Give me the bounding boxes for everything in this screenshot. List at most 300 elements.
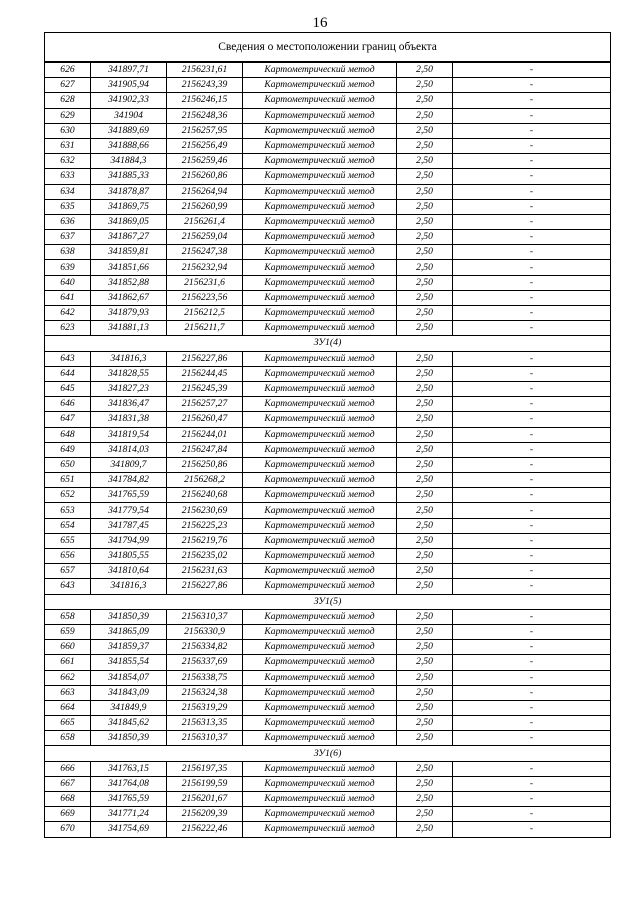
accuracy-cell: 2,50: [397, 169, 453, 184]
point-number-cell: 661: [45, 655, 91, 670]
note-cell: -: [453, 366, 611, 381]
coordinate-x-cell: 341854,07: [91, 670, 167, 685]
note-cell: -: [453, 716, 611, 731]
coordinate-x-cell: 341843,09: [91, 685, 167, 700]
note-cell: -: [453, 427, 611, 442]
accuracy-cell: 2,50: [397, 533, 453, 548]
coordinate-x-cell: 341827,23: [91, 381, 167, 396]
coordinate-x-cell: 341771,24: [91, 807, 167, 822]
note-cell: -: [453, 412, 611, 427]
table-row: [45, 761, 611, 776]
point-number-cell: 629: [45, 108, 91, 123]
coordinate-y-cell: 2156260,99: [167, 199, 243, 214]
note-cell: -: [453, 822, 611, 837]
accuracy-cell: 2,50: [397, 442, 453, 457]
table-row: [45, 807, 611, 822]
note-cell: -: [453, 685, 611, 700]
accuracy-cell: 2,50: [397, 154, 453, 169]
coordinate-x-cell: 341828,55: [91, 366, 167, 381]
table-row: [45, 457, 611, 472]
table-row: [45, 624, 611, 639]
coordinate-x-cell: 341764,08: [91, 776, 167, 791]
note-cell: -: [453, 564, 611, 579]
method-cell: Картометрический метод: [243, 214, 397, 229]
note-cell: -: [453, 214, 611, 229]
coordinate-x-cell: 341850,39: [91, 731, 167, 746]
method-cell: Картометрический метод: [243, 412, 397, 427]
method-cell: Картометрический метод: [243, 397, 397, 412]
accuracy-cell: 2,50: [397, 670, 453, 685]
coordinate-y-cell: 2156260,86: [167, 169, 243, 184]
method-cell: Картометрический метод: [243, 169, 397, 184]
note-cell: -: [453, 609, 611, 624]
table-row: [45, 731, 611, 746]
table-row: [45, 138, 611, 153]
point-number-cell: 637: [45, 230, 91, 245]
coordinate-x-cell: 341850,39: [91, 609, 167, 624]
table-row: [45, 366, 611, 381]
method-cell: Картометрический метод: [243, 138, 397, 153]
coordinate-y-cell: 2156337,69: [167, 655, 243, 670]
point-number-cell: 653: [45, 503, 91, 518]
point-number-cell: 670: [45, 822, 91, 837]
point-number-cell: 647: [45, 412, 91, 427]
note-cell: -: [453, 245, 611, 260]
coordinate-x-cell: 341884,3: [91, 154, 167, 169]
method-cell: Картометрический метод: [243, 533, 397, 548]
method-cell: Картометрический метод: [243, 260, 397, 275]
note-cell: -: [453, 655, 611, 670]
coordinate-x-cell: 341814,03: [91, 442, 167, 457]
coordinate-y-cell: 2156223,56: [167, 290, 243, 305]
coordinate-y-cell: 2156230,69: [167, 503, 243, 518]
coordinate-y-cell: 2156310,37: [167, 609, 243, 624]
method-cell: Картометрический метод: [243, 807, 397, 822]
accuracy-cell: 2,50: [397, 549, 453, 564]
coordinate-x-cell: 341765,59: [91, 792, 167, 807]
coordinate-x-cell: 341794,99: [91, 533, 167, 548]
accuracy-cell: 2,50: [397, 214, 453, 229]
note-cell: -: [453, 700, 611, 715]
point-number-cell: 632: [45, 154, 91, 169]
point-number-cell: 664: [45, 700, 91, 715]
method-cell: Картометрический метод: [243, 716, 397, 731]
method-cell: Картометрический метод: [243, 245, 397, 260]
coordinate-y-cell: 2156243,39: [167, 78, 243, 93]
method-cell: Картометрический метод: [243, 564, 397, 579]
note-cell: -: [453, 123, 611, 138]
coordinate-x-cell: 341765,59: [91, 488, 167, 503]
method-cell: Картометрический метод: [243, 184, 397, 199]
point-number-cell: 651: [45, 473, 91, 488]
method-cell: Картометрический метод: [243, 579, 397, 594]
coordinate-x-cell: 341869,05: [91, 214, 167, 229]
table-row: [45, 822, 611, 837]
method-cell: Картометрический метод: [243, 123, 397, 138]
accuracy-cell: 2,50: [397, 306, 453, 321]
table-row: [45, 260, 611, 275]
accuracy-cell: 2,50: [397, 138, 453, 153]
point-number-cell: 669: [45, 807, 91, 822]
table-row: [45, 108, 611, 123]
coordinate-y-cell: 2156268,2: [167, 473, 243, 488]
method-cell: Картометрический метод: [243, 549, 397, 564]
point-number-cell: 656: [45, 549, 91, 564]
coordinate-x-cell: 341879,93: [91, 306, 167, 321]
point-number-cell: 627: [45, 78, 91, 93]
accuracy-cell: 2,50: [397, 427, 453, 442]
accuracy-cell: 2,50: [397, 731, 453, 746]
coordinate-y-cell: 2156219,76: [167, 533, 243, 548]
coordinate-y-cell: 2156209,39: [167, 807, 243, 822]
method-cell: Картометрический метод: [243, 366, 397, 381]
note-cell: -: [453, 488, 611, 503]
coordinate-x-cell: 341869,75: [91, 199, 167, 214]
coordinate-y-cell: 2156257,95: [167, 123, 243, 138]
method-cell: Картометрический метод: [243, 792, 397, 807]
coordinate-x-cell: 341816,3: [91, 579, 167, 594]
table-row: [45, 518, 611, 533]
table-row: [45, 154, 611, 169]
note-cell: -: [453, 62, 611, 78]
coordinate-y-cell: 2156313,35: [167, 716, 243, 731]
method-cell: Картометрический метод: [243, 685, 397, 700]
table-row: [45, 397, 611, 412]
point-number-cell: 631: [45, 138, 91, 153]
note-cell: -: [453, 290, 611, 305]
point-number-cell: 657: [45, 564, 91, 579]
accuracy-cell: 2,50: [397, 108, 453, 123]
coordinate-y-cell: 2156231,63: [167, 564, 243, 579]
coordinate-x-cell: 341902,33: [91, 93, 167, 108]
coordinate-y-cell: 2156264,94: [167, 184, 243, 199]
table-row: [45, 290, 611, 305]
note-cell: -: [453, 549, 611, 564]
accuracy-cell: 2,50: [397, 321, 453, 336]
method-cell: Картометрический метод: [243, 609, 397, 624]
coordinate-y-cell: 2156324,38: [167, 685, 243, 700]
method-cell: Картометрический метод: [243, 93, 397, 108]
table-row: [45, 609, 611, 624]
accuracy-cell: 2,50: [397, 685, 453, 700]
note-cell: -: [453, 381, 611, 396]
note-cell: -: [453, 154, 611, 169]
note-cell: -: [453, 138, 611, 153]
coordinate-x-cell: 341849,9: [91, 700, 167, 715]
coordinate-y-cell: 2156246,15: [167, 93, 243, 108]
accuracy-cell: 2,50: [397, 62, 453, 78]
note-cell: -: [453, 503, 611, 518]
accuracy-cell: 2,50: [397, 640, 453, 655]
coordinate-y-cell: 2156227,86: [167, 351, 243, 366]
coordinate-y-cell: 2156199,59: [167, 776, 243, 791]
accuracy-cell: 2,50: [397, 290, 453, 305]
accuracy-cell: 2,50: [397, 245, 453, 260]
coordinate-y-cell: 2156261,4: [167, 214, 243, 229]
table-row: [45, 381, 611, 396]
coordinate-x-cell: 341852,88: [91, 275, 167, 290]
coordinate-x-cell: 341754,69: [91, 822, 167, 837]
method-cell: Картометрический метод: [243, 624, 397, 639]
coordinate-y-cell: 2156245,39: [167, 381, 243, 396]
coordinate-y-cell: 2156222,46: [167, 822, 243, 837]
table-row: [45, 169, 611, 184]
section-label: ЗУ1(6): [45, 746, 611, 761]
accuracy-cell: 2,50: [397, 807, 453, 822]
coordinate-x-cell: 341805,55: [91, 549, 167, 564]
section-row: [45, 594, 611, 609]
accuracy-cell: 2,50: [397, 397, 453, 412]
coordinate-y-cell: 2156310,37: [167, 731, 243, 746]
coordinate-x-cell: 341831,38: [91, 412, 167, 427]
coordinate-y-cell: 2156248,36: [167, 108, 243, 123]
accuracy-cell: 2,50: [397, 184, 453, 199]
coordinate-x-cell: 341881,13: [91, 321, 167, 336]
method-cell: Картометрический метод: [243, 670, 397, 685]
accuracy-cell: 2,50: [397, 488, 453, 503]
table-row: [45, 93, 611, 108]
coordinate-x-cell: 341787,45: [91, 518, 167, 533]
coordinate-y-cell: 2156257,27: [167, 397, 243, 412]
point-number-cell: 663: [45, 685, 91, 700]
coordinate-y-cell: 2156247,84: [167, 442, 243, 457]
table-row: [45, 579, 611, 594]
coordinate-x-cell: 341859,81: [91, 245, 167, 260]
table-row: [45, 670, 611, 685]
coordinate-x-cell: 341865,09: [91, 624, 167, 639]
note-cell: -: [453, 761, 611, 776]
table-row: [45, 275, 611, 290]
coordinate-x-cell: 341867,27: [91, 230, 167, 245]
table-row: [45, 716, 611, 731]
point-number-cell: 643: [45, 351, 91, 366]
note-cell: -: [453, 533, 611, 548]
coordinate-x-cell: 341809,7: [91, 457, 167, 472]
method-cell: Картометрический метод: [243, 776, 397, 791]
coordinate-y-cell: 2156244,01: [167, 427, 243, 442]
table-row: [45, 123, 611, 138]
point-number-cell: 636: [45, 214, 91, 229]
table-row: [45, 792, 611, 807]
accuracy-cell: 2,50: [397, 275, 453, 290]
method-cell: Картометрический метод: [243, 473, 397, 488]
note-cell: -: [453, 518, 611, 533]
coordinate-x-cell: 341878,87: [91, 184, 167, 199]
table-row: [45, 78, 611, 93]
coordinate-x-cell: 341904: [91, 108, 167, 123]
table-row: [45, 427, 611, 442]
table-title: Сведения о местоположении границ объекта: [45, 33, 611, 63]
accuracy-cell: 2,50: [397, 351, 453, 366]
coordinate-y-cell: 2156244,45: [167, 366, 243, 381]
coordinate-y-cell: 2156330,9: [167, 624, 243, 639]
method-cell: Картометрический метод: [243, 275, 397, 290]
method-cell: Картометрический метод: [243, 351, 397, 366]
point-number-cell: 628: [45, 93, 91, 108]
note-cell: -: [453, 807, 611, 822]
coordinate-x-cell: 341836,47: [91, 397, 167, 412]
point-number-cell: 644: [45, 366, 91, 381]
table-row: [45, 306, 611, 321]
coordinate-y-cell: 2156235,02: [167, 549, 243, 564]
method-cell: Картометрический метод: [243, 731, 397, 746]
accuracy-cell: 2,50: [397, 792, 453, 807]
point-number-cell: 623: [45, 321, 91, 336]
table-row: [45, 473, 611, 488]
table-row: [45, 549, 611, 564]
accuracy-cell: 2,50: [397, 230, 453, 245]
coordinate-y-cell: 2156240,68: [167, 488, 243, 503]
note-cell: -: [453, 169, 611, 184]
coordinate-x-cell: 341816,3: [91, 351, 167, 366]
table-row: [45, 640, 611, 655]
accuracy-cell: 2,50: [397, 579, 453, 594]
coordinate-y-cell: 2156197,35: [167, 761, 243, 776]
table-row: [45, 351, 611, 366]
note-cell: -: [453, 78, 611, 93]
point-number-cell: 658: [45, 609, 91, 624]
point-number-cell: 654: [45, 518, 91, 533]
accuracy-cell: 2,50: [397, 518, 453, 533]
accuracy-cell: 2,50: [397, 93, 453, 108]
point-number-cell: 643: [45, 579, 91, 594]
accuracy-cell: 2,50: [397, 381, 453, 396]
point-number-cell: 648: [45, 427, 91, 442]
accuracy-cell: 2,50: [397, 564, 453, 579]
section-label: ЗУ1(4): [45, 336, 611, 351]
point-number-cell: 638: [45, 245, 91, 260]
coordinate-y-cell: 2156259,46: [167, 154, 243, 169]
point-number-cell: 641: [45, 290, 91, 305]
accuracy-cell: 2,50: [397, 655, 453, 670]
note-cell: -: [453, 457, 611, 472]
method-cell: Картометрический метод: [243, 78, 397, 93]
method-cell: Картометрический метод: [243, 457, 397, 472]
point-number-cell: 662: [45, 670, 91, 685]
table-row: [45, 685, 611, 700]
note-cell: -: [453, 351, 611, 366]
coordinate-x-cell: 341897,71: [91, 62, 167, 78]
table-row: [45, 230, 611, 245]
point-number-cell: 640: [45, 275, 91, 290]
point-number-cell: 645: [45, 381, 91, 396]
point-number-cell: 652: [45, 488, 91, 503]
method-cell: Картометрический метод: [243, 199, 397, 214]
point-number-cell: 655: [45, 533, 91, 548]
section-row: [45, 336, 611, 351]
method-cell: Картометрический метод: [243, 822, 397, 837]
accuracy-cell: 2,50: [397, 700, 453, 715]
method-cell: Картометрический метод: [243, 655, 397, 670]
method-cell: Картометрический метод: [243, 62, 397, 78]
table-row: [45, 412, 611, 427]
note-cell: -: [453, 93, 611, 108]
point-number-cell: 649: [45, 442, 91, 457]
table-row: [45, 503, 611, 518]
accuracy-cell: 2,50: [397, 624, 453, 639]
point-number-cell: 666: [45, 761, 91, 776]
coordinate-y-cell: 2156247,38: [167, 245, 243, 260]
table-row: [45, 488, 611, 503]
coordinate-y-cell: 2156338,75: [167, 670, 243, 685]
coordinate-y-cell: 2156260,47: [167, 412, 243, 427]
point-number-cell: 660: [45, 640, 91, 655]
point-number-cell: 668: [45, 792, 91, 807]
point-number-cell: 639: [45, 260, 91, 275]
point-number-cell: 630: [45, 123, 91, 138]
point-number-cell: 642: [45, 306, 91, 321]
coordinate-x-cell: 341845,62: [91, 716, 167, 731]
page-number: 16: [312, 15, 328, 31]
coordinate-x-cell: 341784,82: [91, 473, 167, 488]
table-row: [45, 321, 611, 336]
note-cell: -: [453, 306, 611, 321]
note-cell: -: [453, 792, 611, 807]
note-cell: -: [453, 442, 611, 457]
accuracy-cell: 2,50: [397, 457, 453, 472]
method-cell: Картометрический метод: [243, 154, 397, 169]
method-cell: Картометрический метод: [243, 640, 397, 655]
method-cell: Картометрический метод: [243, 427, 397, 442]
method-cell: Картометрический метод: [243, 503, 397, 518]
accuracy-cell: 2,50: [397, 822, 453, 837]
note-cell: -: [453, 260, 611, 275]
note-cell: -: [453, 108, 611, 123]
accuracy-cell: 2,50: [397, 761, 453, 776]
coordinate-x-cell: 341889,69: [91, 123, 167, 138]
accuracy-cell: 2,50: [397, 776, 453, 791]
accuracy-cell: 2,50: [397, 412, 453, 427]
method-cell: Картометрический метод: [243, 230, 397, 245]
table-row: [45, 442, 611, 457]
accuracy-cell: 2,50: [397, 199, 453, 214]
method-cell: Картометрический метод: [243, 306, 397, 321]
coordinate-x-cell: 341810,64: [91, 564, 167, 579]
coordinate-y-cell: 2156227,86: [167, 579, 243, 594]
method-cell: Картометрический метод: [243, 290, 397, 305]
table-row: [45, 533, 611, 548]
table-row: [45, 199, 611, 214]
method-cell: Картометрический метод: [243, 518, 397, 533]
note-cell: -: [453, 579, 611, 594]
method-cell: Картометрический метод: [243, 381, 397, 396]
note-cell: -: [453, 731, 611, 746]
coordinate-y-cell: 2156319,29: [167, 700, 243, 715]
accuracy-cell: 2,50: [397, 260, 453, 275]
method-cell: Картометрический метод: [243, 700, 397, 715]
coordinate-x-cell: 341905,94: [91, 78, 167, 93]
coordinate-x-cell: 341763,15: [91, 761, 167, 776]
table-row: [45, 655, 611, 670]
coordinate-x-cell: 341779,54: [91, 503, 167, 518]
point-number-cell: 665: [45, 716, 91, 731]
point-number-cell: 634: [45, 184, 91, 199]
coordinate-y-cell: 2156225,23: [167, 518, 243, 533]
method-cell: Картометрический метод: [243, 108, 397, 123]
method-cell: Картометрический метод: [243, 321, 397, 336]
table-row: [45, 776, 611, 791]
point-number-cell: 646: [45, 397, 91, 412]
point-number-cell: 650: [45, 457, 91, 472]
coordinate-x-cell: 341859,37: [91, 640, 167, 655]
coordinate-y-cell: 2156334,82: [167, 640, 243, 655]
coordinate-y-cell: 2156212,5: [167, 306, 243, 321]
coordinate-x-cell: 341888,66: [91, 138, 167, 153]
point-number-cell: 626: [45, 62, 91, 78]
note-cell: -: [453, 275, 611, 290]
coordinate-y-cell: 2156201,67: [167, 792, 243, 807]
accuracy-cell: 2,50: [397, 473, 453, 488]
